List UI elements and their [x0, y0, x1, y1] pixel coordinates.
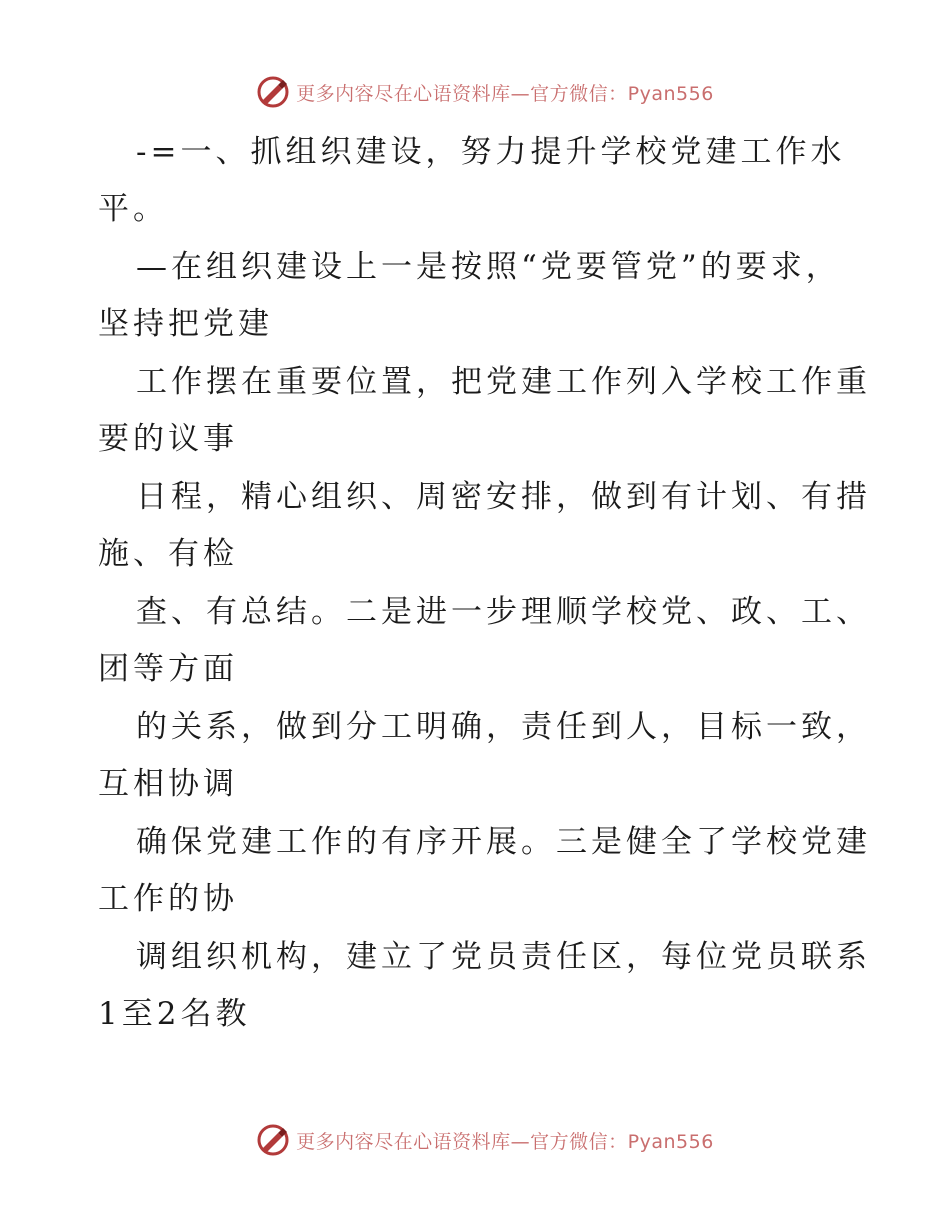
body-line: —在组织建设上一是按照“党要管党”的要求， [136, 249, 841, 285]
body-line: 平。 [98, 191, 168, 227]
body-line: 的关系，做到分工明确，责任到人，目标一致， [136, 709, 871, 745]
body-line: 查、有总结。二是进一步理顺学校党、政、工、 [136, 594, 871, 630]
pen-logo-icon [256, 1123, 290, 1157]
body-line: 互相协调 [98, 766, 238, 802]
body-line: 团等方面 [98, 651, 238, 687]
footer-banner [0, 1120, 950, 1160]
header-banner-text: 更多内容尽在心语资料库—官方微信：Pyan556 [296, 82, 714, 105]
pen-logo-icon [256, 75, 290, 109]
body-line: 工作摆在重要位置，把党建工作列入学校工作重 [136, 364, 871, 400]
footer-banner-text: 更多内容尽在心语资料库—官方微信：Pyan556 [296, 1130, 714, 1153]
header-banner-content [256, 75, 714, 109]
body-line: 施、有检 [98, 536, 238, 572]
body-line: 要的议事 [98, 421, 238, 457]
header-banner [0, 72, 950, 112]
body-line: 坚持把党建 [98, 306, 273, 342]
body-line: 日程，精心组织、周密安排，做到有计划、有措 [136, 479, 871, 515]
body-line: 调组织机构，建立了党员责任区，每位党员联系 [136, 939, 871, 975]
footer-banner-content [256, 1123, 714, 1157]
body-line: 1至2名教 [98, 996, 251, 1032]
body-line: 工作的协 [98, 881, 238, 917]
body-line: 确保党建工作的有序开展。三是健全了学校党建 [136, 824, 871, 860]
body-line: -=一、抓组织建设，努力提升学校党建工作水 [136, 134, 846, 170]
